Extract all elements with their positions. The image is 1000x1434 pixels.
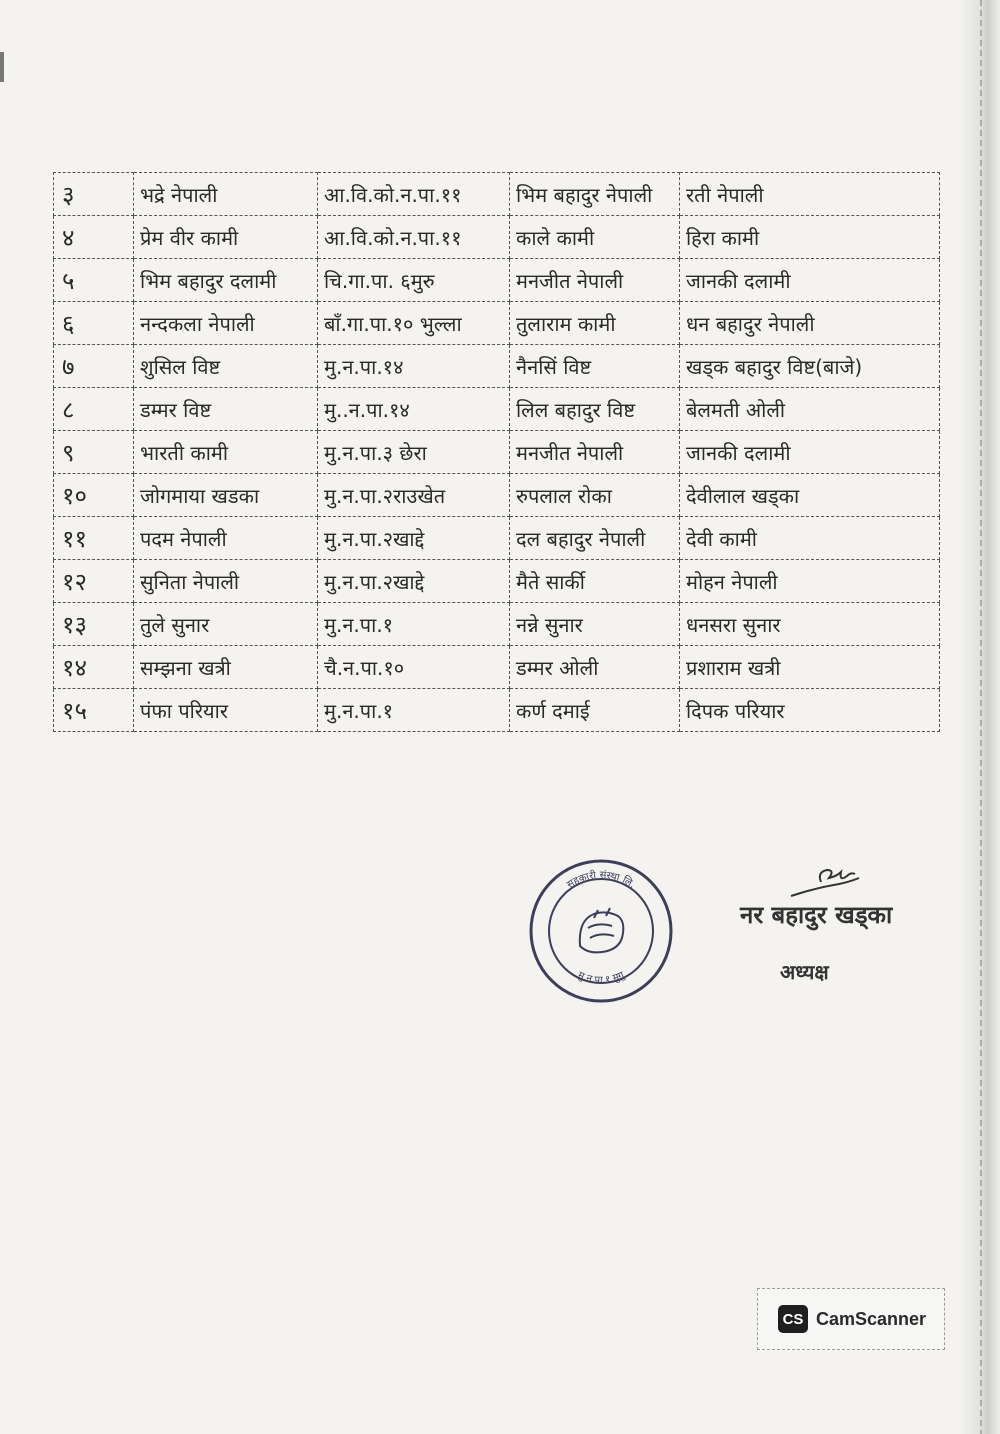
row-member-name: भिम बहादुर दलामी [134, 259, 318, 302]
row-serial-number: ५ [54, 259, 134, 302]
row-serial-number: १५ [54, 689, 134, 732]
table-row [54, 431, 940, 474]
row-member-name: जोगमाया खडका [134, 474, 318, 517]
svg-text:सहकारी संस्था लि. [565, 869, 637, 891]
row-serial-number: ६ [54, 302, 134, 345]
table-row [54, 474, 940, 517]
row-address: मु.न.पा.२खाद्दे [318, 517, 510, 560]
table-row [54, 259, 940, 302]
row-member-name: प्रेम वीर कामी [134, 216, 318, 259]
row-guardian-name: जानकी दलामी [680, 259, 940, 302]
row-guardian-name: खड्क बहादुर विष्ट(बाजे) [680, 345, 940, 388]
row-father-name: नन्ने सुनार [510, 603, 680, 646]
row-member-name: डम्मर विष्ट [134, 388, 318, 431]
records-table [53, 172, 940, 732]
row-serial-number: १० [54, 474, 134, 517]
row-guardian-name: धनसरा सुनार [680, 603, 940, 646]
row-serial-number: ११ [54, 517, 134, 560]
row-address: मु.न.पा.१४ [318, 345, 510, 388]
table-row [54, 216, 940, 259]
row-father-name: भिम बहादुर नेपाली [510, 173, 680, 216]
row-father-name: रुपलाल रोका [510, 474, 680, 517]
row-address: मु.न.पा.२राउखेत [318, 474, 510, 517]
row-address: चि.गा.पा. ६मुरु [318, 259, 510, 302]
table-row [54, 388, 940, 431]
svg-text:मु.न.पा.१ मुगु [576, 969, 627, 986]
row-serial-number: ७ [54, 345, 134, 388]
row-guardian-name: धन बहादुर नेपाली [680, 302, 940, 345]
row-father-name: मैते सार्की [510, 560, 680, 603]
row-member-name: शुसिल विष्ट [134, 345, 318, 388]
row-serial-number: १२ [54, 560, 134, 603]
row-address: मु.न.पा.२खाद्दे [318, 560, 510, 603]
table-row [54, 173, 940, 216]
row-guardian-name: बेलमती ओली [680, 388, 940, 431]
row-member-name: पदम नेपाली [134, 517, 318, 560]
records-table-body [54, 173, 940, 732]
row-guardian-name: मोहन नेपाली [680, 560, 940, 603]
table-row [54, 646, 940, 689]
row-address: बाँ.गा.पा.१० भुल्ला [318, 302, 510, 345]
row-serial-number: ८ [54, 388, 134, 431]
row-guardian-name: हिरा कामी [680, 216, 940, 259]
seal-bottom-text: मु.न.पा.१ मुगु [575, 969, 627, 987]
row-address: चै.न.पा.१० [318, 646, 510, 689]
camscanner-label: CamScanner [816, 1308, 927, 1329]
row-address: मु.न.पा.३ छेरा [318, 431, 510, 474]
table-row [54, 517, 940, 560]
row-address: मु..न.पा.१४ [318, 388, 510, 431]
seal-emblem-icon [580, 908, 624, 952]
row-father-name: मनजीत नेपाली [510, 259, 680, 302]
row-serial-number: ४ [54, 216, 134, 259]
row-guardian-name: रती नेपाली [680, 173, 940, 216]
signer-name: नर बहादुर खड्का [740, 901, 893, 929]
row-guardian-name: देवीलाल खड्का [680, 474, 940, 517]
row-guardian-name: दिपक परियार [680, 689, 940, 732]
row-member-name: पंफा परियार [134, 689, 318, 732]
signature [785, 862, 865, 902]
row-father-name: तुलाराम कामी [510, 302, 680, 345]
row-serial-number: १४ [54, 646, 134, 689]
row-father-name: डम्मर ओली [510, 646, 680, 689]
page-edge-shadow [980, 0, 982, 1434]
row-address: मु.न.पा.१ [318, 603, 510, 646]
table-row [54, 689, 940, 732]
signer-title: अध्यक्ष [780, 960, 829, 984]
table-row [54, 560, 940, 603]
row-member-name: सम्झना खत्री [134, 646, 318, 689]
row-member-name: नन्दकला नेपाली [134, 302, 318, 345]
row-address: मु.न.पा.१ [318, 689, 510, 732]
row-guardian-name: जानकी दलामी [680, 431, 940, 474]
table-row [54, 302, 940, 345]
row-member-name: भारती कामी [134, 431, 318, 474]
row-serial-number: ३ [54, 173, 134, 216]
row-father-name: नैनसिं विष्ट [510, 345, 680, 388]
row-guardian-name: प्रशाराम खत्री [680, 646, 940, 689]
seal-top-text: सहकारी संस्था लि. [565, 869, 638, 891]
row-guardian-name: देवी कामी [680, 517, 940, 560]
table-row [54, 603, 940, 646]
camscanner-logo-icon: CS [778, 1305, 808, 1333]
row-serial-number: ९ [54, 431, 134, 474]
margin-mark [0, 52, 4, 82]
organization-seal [528, 858, 674, 1004]
row-father-name: लिल बहादुर विष्ट [510, 388, 680, 431]
row-father-name: काले कामी [510, 216, 680, 259]
row-father-name: दल बहादुर नेपाली [510, 517, 680, 560]
row-serial-number: १३ [54, 603, 134, 646]
row-member-name: तुले सुनार [134, 603, 318, 646]
row-address: आ.वि.को.न.पा.११ [318, 216, 510, 259]
table-row [54, 345, 940, 388]
row-member-name: भद्रे नेपाली [134, 173, 318, 216]
row-father-name: मनजीत नेपाली [510, 431, 680, 474]
row-member-name: सुनिता नेपाली [134, 560, 318, 603]
row-address: आ.वि.को.न.पा.११ [318, 173, 510, 216]
camscanner-watermark [757, 1288, 945, 1350]
row-father-name: कर्ण दमाई [510, 689, 680, 732]
